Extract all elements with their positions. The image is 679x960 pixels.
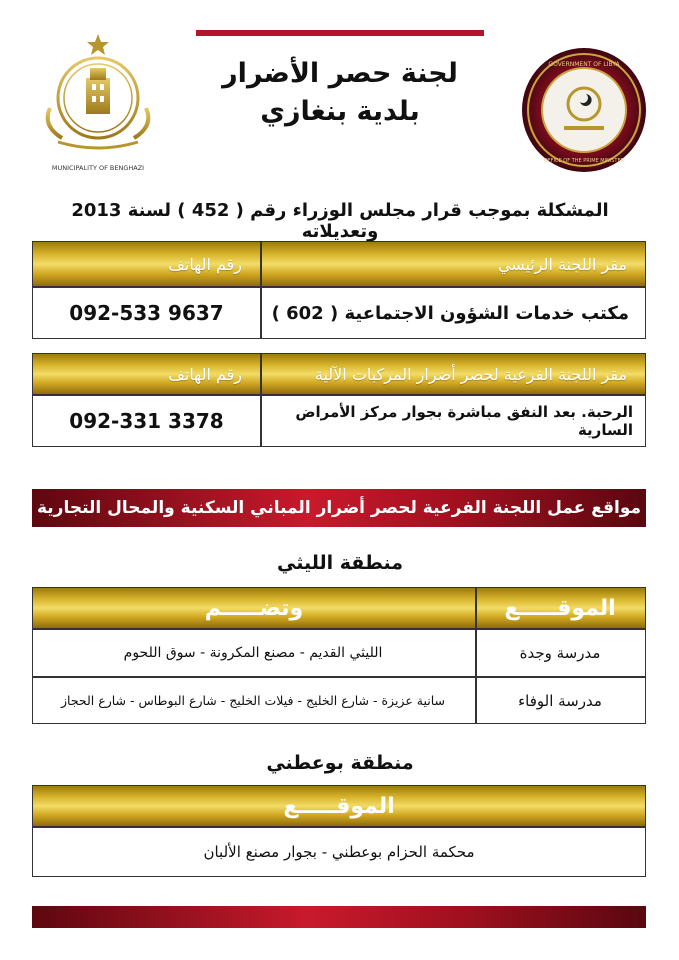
government-seal	[520, 46, 648, 174]
laithi-row-1-location: مدرسة وجدة	[519, 644, 601, 662]
vehicle-committee-table	[32, 353, 646, 447]
seal-top-text: GOVERNMENT OF LIBYA	[548, 61, 620, 68]
vehicle-location-header: مقر اللجنة الفرعية لحصر أضرار المركبات الآلية	[314, 364, 627, 384]
laithi-table	[32, 587, 646, 724]
page-title: لجنة حصر الأضرار	[222, 58, 458, 89]
buatni-location-value: محكمة الحزام بوعطني - بجوار مصنع الألبان	[203, 843, 475, 861]
top-red-bar	[196, 30, 484, 36]
main-location-header: مقر اللجنة الرئيسي	[497, 254, 627, 274]
vehicle-phone-value: 092-331 3378	[69, 409, 224, 433]
laithi-row-1-includes: الليثي القديم - مصنع المكرونة - سوق اللحوم	[123, 645, 383, 661]
laithi-location-column-header: الموقـــــع	[504, 595, 616, 621]
main-phone-value: 092-533 9637	[69, 301, 224, 325]
buatni-location-column-header: الموقـــــع	[283, 793, 395, 819]
bottom-red-bar	[32, 906, 646, 928]
laithi-includes-column-header: وتضـــــم	[204, 595, 304, 621]
laithi-row-2-location: مدرسة الوفاء	[518, 691, 602, 710]
buatni-area-title: منطقة بوعطني	[266, 752, 414, 774]
decree-subtitle: المشكلة بموجب قرار مجلس الوزراء رقم ( 452 ) لسنة 2013 وتعديلاته	[71, 200, 609, 242]
municipality-logo-text: MUNICIPALITY OF BENGHAZI	[51, 164, 145, 172]
laithi-row-2-includes: سانية عزيزة - شارع الخليج - فيلات الخليج - شارع البوطاس - شارع الحجاز	[61, 693, 445, 708]
seal-bottom-text: OFFICE OF THE PRIME MINISTER	[543, 158, 625, 164]
buatni-table	[32, 785, 646, 877]
laithi-area-title: منطقة الليثي	[277, 552, 403, 574]
vehicle-phone-header: رقم الهاتف	[168, 364, 242, 384]
page-subtitle-municipality: بلدية بنغازي	[260, 96, 420, 127]
vehicle-location-value: الرحبة. بعد النفق مباشرة بجوار مركز الأمراض السارية	[295, 403, 633, 439]
buildings-committee-banner: مواقع عمل اللجنة الفرعية لحصر أضرار المباني السكنية والمحال التجارية	[32, 489, 646, 527]
main-phone-header: رقم الهاتف	[168, 254, 242, 274]
municipality-logo	[28, 30, 168, 180]
main-location-value: مكتب خدمات الشؤون الاجتماعية ( 602 )	[271, 302, 629, 324]
main-committee-table	[32, 241, 646, 339]
